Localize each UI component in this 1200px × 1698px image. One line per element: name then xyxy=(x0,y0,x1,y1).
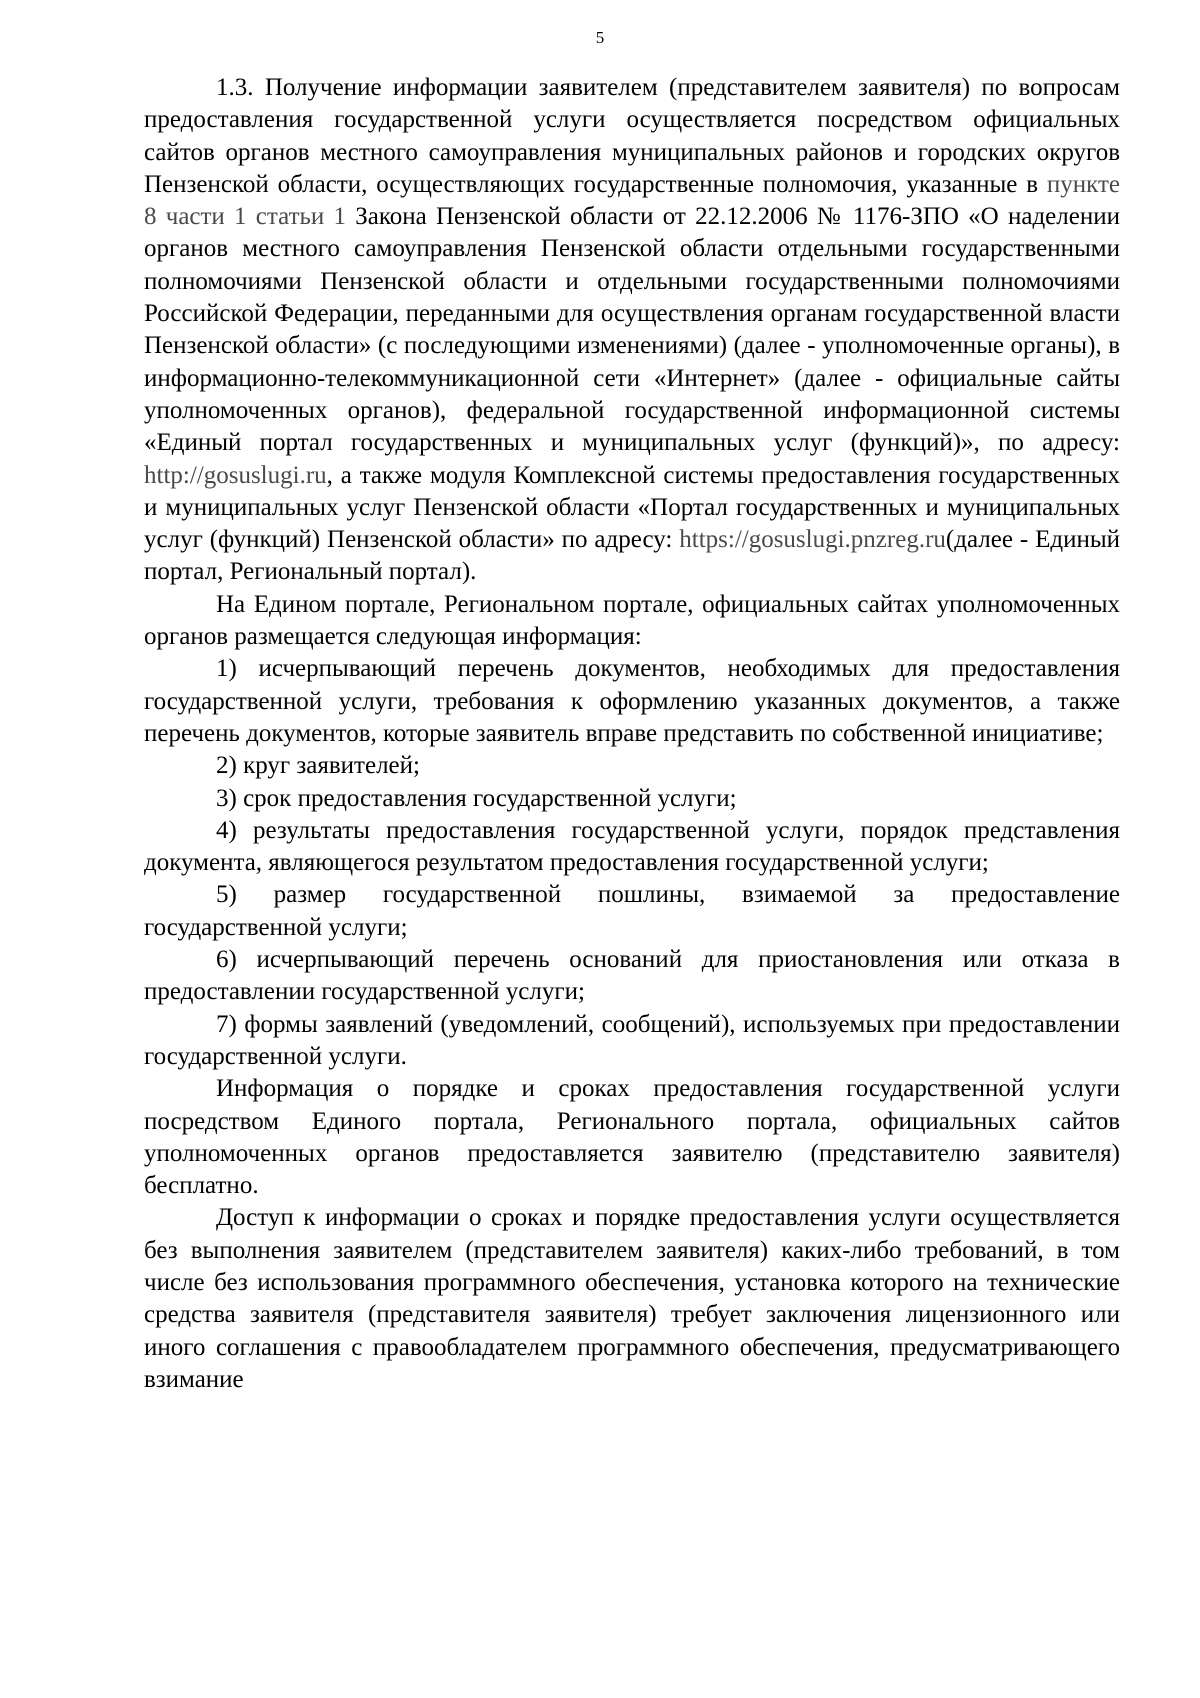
paragraph-text: , а также модуля Комплексной системы предоставления государственных и муниципальных услуг Пензенской области «Портал государственных и муниципальных услуг (функций) Пензенской области» по адресу: xyxy=(144,461,1120,554)
list-item: 4) результаты предоставления государственной услуги, порядок представления документа, являющегося результатом предоставления государственной услуги; xyxy=(144,816,1120,877)
law-reference-link[interactable]: пункте 8 части 1 статьи 1 xyxy=(144,170,1120,231)
paragraph-portal-info: На Едином портале, Региональном портале, официальных сайтах уполномоченных органов размещается следующая информация: xyxy=(144,590,1120,651)
regional-portal-link[interactable]: https://gosuslugi.pnzreg.ru xyxy=(679,526,946,554)
page-number: 5 xyxy=(595,28,605,47)
list-item: 2) круг заявителей; xyxy=(216,752,420,780)
paragraph-access: Доступ к информации о сроках и порядке предоставления услуги осуществляется без выполнения заявителем (представителем заявителя) каких-либо требований, в том числе без использования программного обеспечения, установка которого на технические средства заявителя (представителя заявителя) требует заключения лицензионного или иного соглашения с правообладателем программного обеспечения, предусматривающего взимание xyxy=(144,1204,1120,1393)
document-body xyxy=(144,72,1120,1396)
paragraph-text: 1.3. Получение информации заявителем (представителем заявителя) по вопросам предоставления государственной услуги осуществляется посредством официальных сайтов органов местного самоуправления муниципальных районов и городских округов Пензенской области, осуществляющих государственные полномочия, указанные в xyxy=(144,74,1120,198)
paragraph-text: (далее - Единый портал, Региональный портал). xyxy=(144,526,1120,586)
list-item: 1) исчерпывающий перечень документов, необходимых для предоставления государственной услуги, требования к оформлению указанных документов, а также перечень документов, которые заявитель вправе представить по собственной инициативе; xyxy=(144,655,1120,747)
list-item: 7) формы заявлений (уведомлений, сообщений), используемых при предоставлении государственной услуги. xyxy=(144,1010,1120,1070)
gosuslugi-link[interactable]: http://gosuslugi.ru xyxy=(144,461,327,489)
paragraph-text: Закона Пензенской области от 22.12.2006 № 1176-ЗПО «О наделении органов местного самоуправления Пензенской области отдельными государственными полномочиями Пензенской области и отдельными государственными полномочиями Российской Федерации, переданными для осуществления органам государственной власти Пензенской области» (с последующими изменениями) (далее - уполномоченные органы), в информационно-телекоммуникационной сети «Интернет» (далее - официальные сайты уполномоченных органов), федеральной государственной информационной системы «Единый портал государственных и муниципальных услуг (функций)», по адресу: xyxy=(144,203,1120,457)
paragraph-1-3 xyxy=(144,72,1120,589)
list-item: 5) размер государственной пошлины, взимаемой за предоставление государственной услуги; xyxy=(144,881,1120,941)
list-item: 6) исчерпывающий перечень оснований для приостановления или отказа в предоставлении государственной услуги; xyxy=(144,946,1120,1006)
list-item: 3) срок предоставления государственной услуги; xyxy=(216,784,737,812)
paragraph-free-info: Информация о порядке и сроках предоставления государственной услуги посредством Единого портала, Регионального портала, официальных сайтов уполномоченных органов предоставляется заявителю (представителю заявителя) бесплатно. xyxy=(144,1075,1120,1200)
